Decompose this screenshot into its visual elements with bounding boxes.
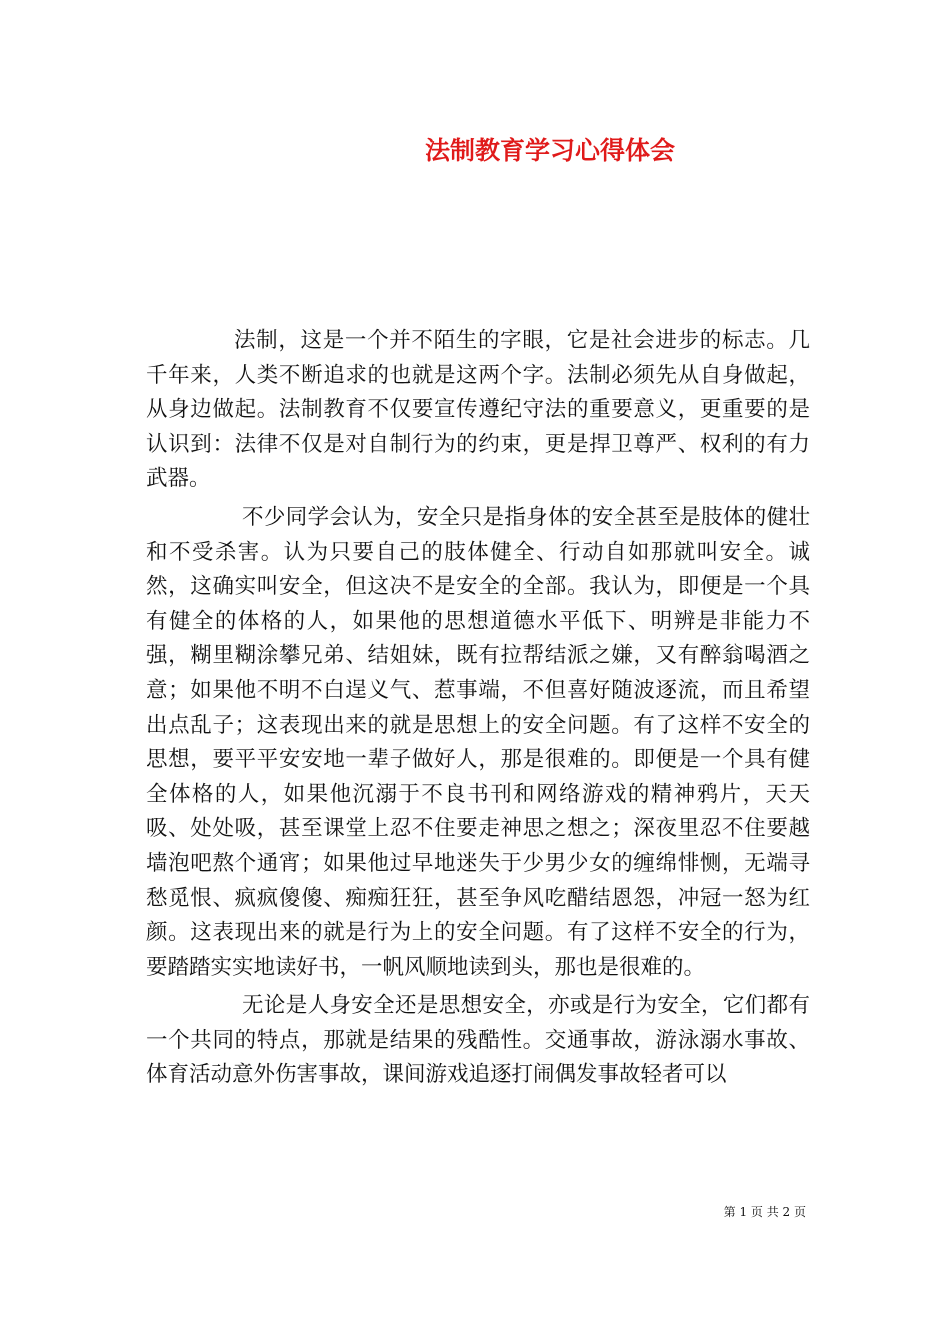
document-title: 法制教育学习心得体会 bbox=[424, 136, 675, 165]
paragraph-3: 无论是人身安全还是思想安全，亦或是行为安全，它们都有一个共同的特点，那就是结果的残酷性。交通事故，游泳溺水事故、体育活动意外伤害事故，课间游戏追逐打闹偶发事故轻者可以 bbox=[146, 993, 810, 1088]
document-body bbox=[146, 324, 810, 1097]
paragraph-2: 不少同学会认为，安全只是指身体的安全甚至是肢体的健壮和不受杀害。认为只要自己的肢体健全、行动自如那就叫安全。诚然，这确实叫安全，但这决不是安全的全部。我认为，即便是一个具有健全的体格的人，如果他的思想道德水平低下、明辨是非能力不强，糊里糊涂攀兄弟、结姐妹，既有拉帮结派之嫌，又有醉翁喝酒之意；如果他不明不白逞义气、惹事端，不但喜好随波逐流，而且希望出点乱子；这表现出来的就是思想上的安全问题。有了这样不安全的思想，要平平安安地一辈子做好人，那是很难的。即便是一个具有健全体格的人，如果他沉溺于不良书刊和网络游戏的精神鸦片，天天吸、处处吸，甚至课堂上忍不住要走神思之想之；深夜里忍不住要越墙泡吧熬个通宵；如果他过早地迷失于少男少女的缠绵悱恻，无端寻愁觅恨、疯疯傻傻、痴痴狂狂，甚至争风吃醋结恩怨，冲冠一怒为红颜。这表现出来的就是行为上的安全问题。有了这样不安全的行为，要踏踏实实地读好书，一帆风顺地读到头，那也是很难的。 bbox=[146, 504, 810, 980]
paragraph-1: 法制，这是一个并不陌生的字眼，它是社会进步的标志。几千年来，人类不断追求的也就是这两个字。法制必须先从自身做起，从身边做起。法制教育不仅要宣传遵纪守法的重要意义，更重要的是认识到：法律不仅是对自制行为的约束，更是捍卫尊严、权利的有力武器。 bbox=[146, 328, 810, 492]
page-indicator: 第 1 页 共 2 页 bbox=[723, 1205, 806, 1219]
